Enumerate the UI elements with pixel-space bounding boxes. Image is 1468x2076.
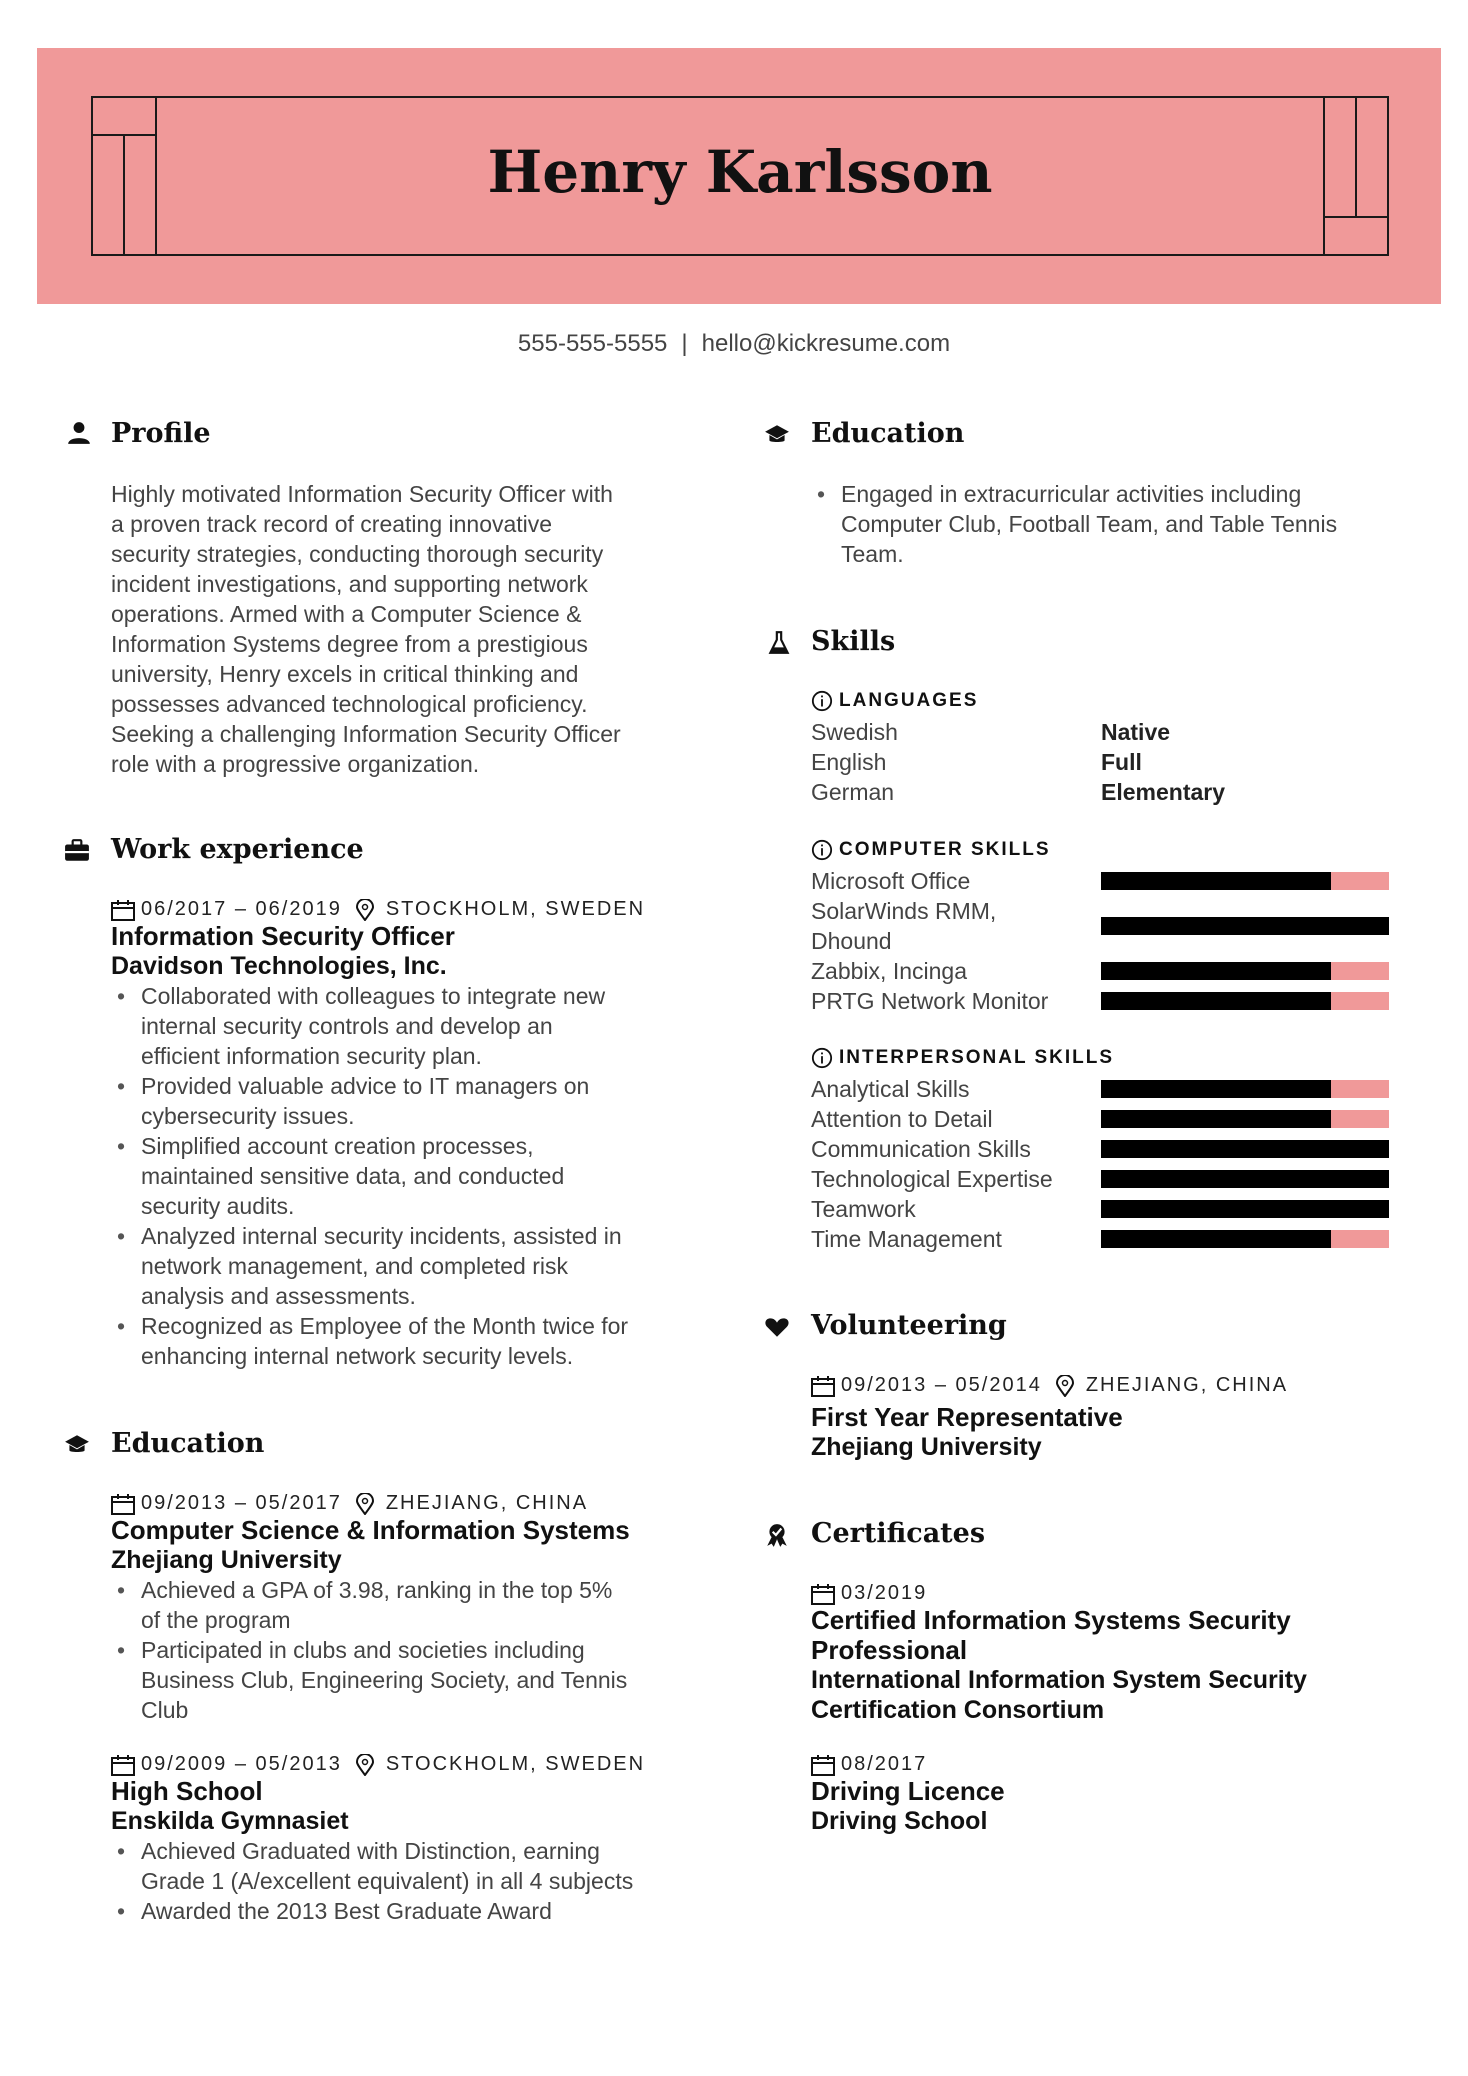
skill-row <box>811 1104 1391 1134</box>
entry-location <box>356 898 645 921</box>
language-row <box>811 777 1391 807</box>
work-entry <box>111 898 731 1371</box>
interpersonal-skills-heading <box>811 1047 1114 1069</box>
text-line: Seeking a challenging Information Security Officer <box>111 721 621 747</box>
skill-level-fill <box>1101 1110 1331 1128</box>
skill-level-fill <box>1101 872 1331 890</box>
text-line: Attention to Detail <box>811 1106 993 1132</box>
text-line: Zabbix, Incinga <box>811 958 967 984</box>
bullet-list <box>111 1836 731 1926</box>
skill-level-bar <box>1101 1140 1389 1158</box>
certificate-issuer <box>811 1806 1431 1836</box>
entry-location <box>356 1492 588 1515</box>
text-line: Achieved Graduated with Distinction, earning <box>141 1838 600 1864</box>
skill-level-bar <box>1101 1170 1389 1188</box>
language-name: Swedish <box>811 719 898 745</box>
bullet-item <box>111 1131 731 1221</box>
education-degree: Computer Science & Information Systems <box>111 1515 630 1545</box>
entry-meta <box>111 898 731 921</box>
certificates-list <box>811 1582 1431 1836</box>
volunteering-title: Volunteering <box>811 1310 1007 1341</box>
skills-title: Skills <box>811 626 896 657</box>
text-line: Driving School <box>811 1807 988 1835</box>
skill-level-fill <box>1101 962 1331 980</box>
info-icon <box>811 839 833 861</box>
interpersonal-skills-heading-label: INTERPERSONAL SKILLS <box>839 1047 1115 1068</box>
text-line: Achieved a GPA of 3.98, ranking in the top 5% <box>141 1577 613 1603</box>
header-band <box>37 48 1441 304</box>
volunteering-meta <box>811 1374 1288 1397</box>
skill-row <box>811 1134 1391 1164</box>
entry-dates: 09/2009 – 05/2013 <box>141 1753 342 1775</box>
skill-level-bar <box>1101 872 1389 890</box>
entry-location-label: STOCKHOLM, SWEDEN <box>385 1753 646 1775</box>
skill-row <box>811 986 1391 1016</box>
job-position: Information Security Officer <box>111 921 455 951</box>
text-line: Analyzed internal security incidents, assisted in <box>141 1223 622 1249</box>
text-line: operations. Armed with a Computer Science & <box>111 601 582 627</box>
text-line: incident investigations, and supporting network <box>111 571 588 597</box>
text-line: role with a progressive organization. <box>111 751 480 777</box>
entry-location <box>356 1753 645 1776</box>
calendar-icon <box>811 1583 835 1605</box>
text-line: Club <box>141 1697 189 1723</box>
text-line: possesses advanced technological proficiency. <box>111 691 588 717</box>
contact-separator: | <box>681 330 688 357</box>
certificate-name <box>811 1605 1431 1665</box>
bullet-item <box>111 1896 731 1926</box>
education-school: Enskilda Gymnasiet <box>111 1807 349 1835</box>
entry-meta <box>811 1753 1431 1776</box>
computer-skills-list <box>811 866 1411 1026</box>
header-frame <box>91 96 1389 256</box>
language-level: Full <box>1101 749 1142 775</box>
skill-row <box>811 1074 1391 1104</box>
entry-meta <box>111 1492 731 1515</box>
email-address[interactable]: hello@kickresume.com <box>701 330 951 357</box>
work-list <box>111 898 731 1371</box>
language-level: Elementary <box>1101 779 1226 805</box>
graduation-cap-icon <box>764 422 790 453</box>
education-degree: High School <box>111 1776 263 1806</box>
language-name: German <box>811 779 895 805</box>
skill-level-fill <box>1101 1170 1389 1188</box>
text-line: Time Management <box>811 1226 1002 1252</box>
text-line: enhancing internal network security levels. <box>141 1343 574 1369</box>
certificate-entry <box>811 1582 1431 1725</box>
entry-dates: 06/2017 – 06/2019 <box>141 898 342 920</box>
phone-number: 555-555-5555 <box>517 330 668 357</box>
education-right-title: Education <box>811 418 965 449</box>
certificate-entry <box>811 1753 1431 1836</box>
language-name: English <box>811 749 887 775</box>
skill-level-fill <box>1101 917 1389 935</box>
bullet-list <box>811 479 1411 569</box>
education-entry <box>111 1492 731 1725</box>
work-title: Work experience <box>111 834 364 865</box>
person-icon <box>66 420 106 451</box>
text-line: Technological Expertise <box>811 1166 1053 1192</box>
skill-row <box>811 896 1391 956</box>
bullet-item <box>111 1836 731 1896</box>
language-row <box>811 717 1391 747</box>
job-employer: Davidson Technologies, Inc. <box>111 952 447 980</box>
skill-level-fill <box>1101 992 1331 1010</box>
text-line: Grade 1 (A/excellent equivalent) in all 4 subjects <box>141 1868 634 1894</box>
bullet-item <box>111 981 731 1071</box>
skill-level-fill <box>1101 1200 1389 1218</box>
text-line: security audits. <box>141 1193 295 1219</box>
entry-location-label: STOCKHOLM, SWEDEN <box>385 898 646 920</box>
interpersonal-skills-list <box>811 1074 1411 1264</box>
skill-level-bar <box>1101 1200 1389 1218</box>
text-line: Engaged in extracurricular activities including <box>841 481 1302 507</box>
bullet-list <box>111 981 731 1371</box>
skill-row <box>811 1164 1391 1194</box>
text-line: Business Club, Engineering Society, and Tennis <box>141 1667 628 1693</box>
volunteering-dates: 09/2013 – 05/2014 <box>841 1374 1042 1396</box>
text-line: Participated in clubs and societies including <box>141 1637 585 1663</box>
computer-skills-heading <box>811 839 1051 861</box>
text-line: Team. <box>841 541 904 567</box>
text-line: Recognized as Employee of the Month twice for <box>141 1313 629 1339</box>
certificates-title: Certificates <box>811 1518 986 1549</box>
candidate-name: Henry Karlsson <box>487 138 993 206</box>
briefcase-icon <box>64 838 90 869</box>
language-level: Native <box>1101 719 1171 745</box>
text-line: Driving Licence <box>811 1776 1005 1806</box>
text-line: cybersecurity issues. <box>141 1103 355 1129</box>
text-line: Certification Consortium <box>811 1696 1105 1724</box>
text-line: International Information System Security <box>811 1666 1307 1694</box>
text-line: Analytical Skills <box>811 1076 970 1102</box>
certificate-issuer <box>811 1665 1431 1725</box>
text-line: PRTG Network Monitor <box>811 988 1049 1014</box>
skill-level-bar <box>1101 992 1389 1010</box>
bullet-item <box>111 1635 731 1725</box>
flask-icon <box>766 630 792 661</box>
entry-dates: 09/2013 – 05/2017 <box>141 1492 342 1514</box>
text-line: Provided valuable advice to IT managers on <box>141 1073 590 1099</box>
text-line: maintained sensitive data, and conducted <box>141 1163 565 1189</box>
entry-meta <box>111 1753 731 1776</box>
education-left-title: Education <box>111 1428 265 1459</box>
bullet-item <box>111 1575 731 1635</box>
skill-level-bar <box>1101 917 1389 935</box>
award-badge-icon <box>764 1522 790 1553</box>
bullet-item <box>811 479 1411 569</box>
calendar-icon <box>811 1375 835 1397</box>
skill-row <box>811 956 1391 986</box>
education-entry <box>111 1753 731 1926</box>
languages-list <box>811 717 1411 817</box>
profile-summary <box>111 479 711 779</box>
text-line: Microsoft Office <box>811 868 971 894</box>
calendar-icon <box>811 1754 835 1776</box>
text-line: Dhound <box>811 928 892 954</box>
education-right-list <box>811 479 1411 569</box>
text-line: of the program <box>141 1607 291 1633</box>
text-line: analysis and assessments. <box>141 1283 416 1309</box>
languages-heading <box>811 690 978 712</box>
skill-level-bar <box>1101 1080 1389 1098</box>
education-school: Zhejiang University <box>111 1546 342 1574</box>
text-line: Communication Skills <box>811 1136 1031 1162</box>
text-line: university, Henry excels in critical thinking and <box>111 661 579 687</box>
skill-level-fill <box>1101 1080 1331 1098</box>
skill-level-fill <box>1101 1140 1389 1158</box>
entry-dates: 08/2017 <box>841 1753 928 1775</box>
text-line: Certified Information Systems Security <box>811 1605 1291 1635</box>
location-pin-icon <box>356 899 374 921</box>
education-left-list <box>111 1492 731 1926</box>
bullet-item <box>111 1221 731 1311</box>
entry-meta <box>811 1582 1431 1605</box>
bullet-item <box>111 1071 731 1131</box>
computer-skills-heading-label: COMPUTER SKILLS <box>839 839 1051 860</box>
text-line: Simplified account creation processes, <box>141 1133 534 1159</box>
calendar-icon <box>111 899 135 921</box>
text-line: Collaborated with colleagues to integrate new <box>141 983 606 1009</box>
volunteering-org: Zhejiang University <box>811 1433 1042 1461</box>
skill-level-bar <box>1101 962 1389 980</box>
skill-level-fill <box>1101 1230 1331 1248</box>
text-line: internal security controls and develop an <box>141 1013 553 1039</box>
location-pin-icon <box>356 1493 374 1515</box>
text-line: SolarWinds RMM, <box>811 898 997 924</box>
text-line: network management, and completed risk <box>141 1253 568 1279</box>
text-line: Information Systems degree from a prestigious <box>111 631 588 657</box>
profile-title: Profile <box>111 418 211 449</box>
volunteering-role: First Year Representative <box>811 1402 1123 1432</box>
text-line: efficient information security plan. <box>141 1043 482 1069</box>
text-line: Computer Club, Football Team, and Table Tennis <box>841 511 1338 537</box>
calendar-icon <box>111 1493 135 1515</box>
bullet-item <box>111 1311 731 1371</box>
location-pin-icon <box>1056 1375 1074 1397</box>
entry-location-label: ZHEJIANG, CHINA <box>385 1492 589 1514</box>
text-line: Professional <box>811 1635 968 1665</box>
calendar-icon <box>111 1754 135 1776</box>
volunteering-location: ZHEJIANG, CHINA <box>1085 1374 1289 1396</box>
text-line: Awarded the 2013 Best Graduate Award <box>141 1898 552 1924</box>
text-line: security strategies, conducting thorough security <box>111 541 604 567</box>
languages-heading-label: LANGUAGES <box>839 690 979 711</box>
skill-row <box>811 1224 1391 1254</box>
bullet-list <box>111 1575 731 1725</box>
info-icon <box>811 1047 833 1069</box>
skill-row <box>811 866 1391 896</box>
skill-level-bar <box>1101 1230 1389 1248</box>
info-icon <box>811 690 833 712</box>
text-line: a proven track record of creating innovative <box>111 511 553 537</box>
skill-level-bar <box>1101 1110 1389 1128</box>
skill-row <box>811 1194 1391 1224</box>
location-pin-icon <box>356 1754 374 1776</box>
entry-dates: 03/2019 <box>841 1582 928 1604</box>
heart-icon <box>764 1314 790 1345</box>
text-line: Highly motivated Information Security Officer with <box>111 481 613 507</box>
text-line: Teamwork <box>811 1196 916 1222</box>
contact-line <box>0 330 1468 358</box>
graduation-cap-icon <box>64 1432 90 1463</box>
language-row <box>811 747 1391 777</box>
certificate-name <box>811 1776 1431 1806</box>
